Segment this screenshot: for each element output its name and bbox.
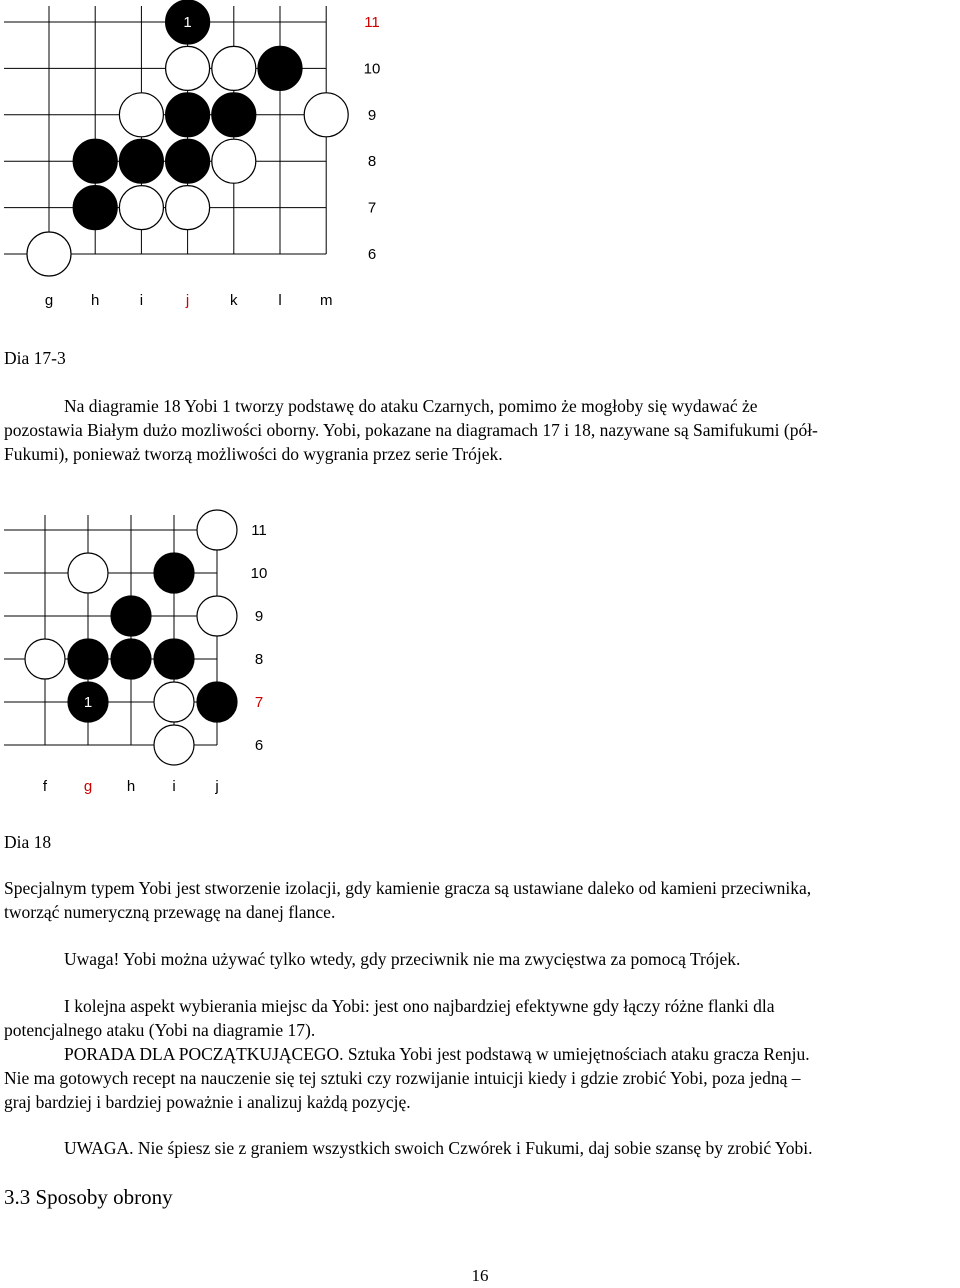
row-label: 7: [367, 199, 377, 217]
white-stone: [197, 510, 237, 550]
white-stone: [212, 46, 256, 90]
black-stone: [166, 93, 210, 137]
white-stone: [25, 639, 65, 679]
row-label: 11: [364, 14, 380, 31]
paragraph-warning: [4, 947, 954, 971]
diagram-caption: Dia 17-3: [4, 348, 66, 368]
column-label: j: [185, 292, 190, 309]
column-label: j: [215, 778, 219, 795]
white-stone: [166, 46, 210, 90]
row-label: 11: [251, 522, 267, 539]
black-stone: [154, 639, 194, 679]
paragraph-yobi-description: [4, 394, 954, 466]
white-stone: [154, 682, 194, 722]
black-stone: [73, 186, 117, 230]
column-label: h: [91, 292, 100, 309]
black-stone: [258, 46, 302, 90]
white-stone: [212, 139, 256, 183]
paragraph-line: PORADA DLA POCZĄTKUJĄCEGO. Sztuka Yobi jest podstawą w umiejętnościach ataku gracza Renju.: [64, 1044, 810, 1064]
black-stone: [212, 93, 256, 137]
go-diagram-18: [0, 505, 300, 805]
row-label: 6: [254, 737, 264, 754]
diagram-caption: Dia 18: [4, 832, 52, 852]
black-stone: [73, 139, 117, 183]
paragraph-line: Nie ma gotowych recept na nauczenie się tej sztuki czy rozwijanie intuicji kiedy i gdzie zrobić Yobi, poza jedną –: [4, 1068, 801, 1088]
row-label: 9: [254, 608, 264, 625]
column-label: i: [172, 778, 176, 795]
paragraph-line: Uwaga! Yobi można używać tylko wtedy, gdy przeciwnik nie ma zwycięstwa za pomocą Trójek.: [64, 949, 741, 969]
column-label: g: [44, 292, 54, 309]
section-heading: 3.3 Sposoby obrony: [4, 1185, 173, 1209]
white-stone: [119, 186, 163, 230]
black-stone: [68, 639, 108, 679]
paragraph-line: I kolejna aspekt wybierania miejsc da Yobi: jest ono najbardziej efektywne gdy łączy różne flanki dla: [64, 996, 775, 1016]
black-stone: [119, 139, 163, 183]
white-stone: [197, 596, 237, 636]
white-stone: [166, 186, 210, 230]
paragraph-line: Na diagramie 18 Yobi 1 tworzy podstawę do ataku Czarnych, pomimo że mogłoby się wydawać że: [64, 396, 758, 416]
black-stone: [197, 682, 237, 722]
black-stone: [166, 139, 210, 183]
column-label: g: [83, 778, 93, 795]
go-diagram-17-3: [0, 0, 400, 320]
white-stone: [68, 553, 108, 593]
paragraph-flanks: [4, 994, 954, 1042]
column-label: m: [319, 292, 333, 309]
black-stone: [154, 553, 194, 593]
black-stone: [111, 639, 151, 679]
white-stone: [304, 93, 348, 137]
paragraph-isolation: [4, 876, 954, 924]
paragraph-line: Specjalnym typem Yobi jest stworzenie izolacji, gdy kamienie gracza są ustawiane daleko od kamieni przeciwnika,: [4, 878, 812, 898]
paragraph-note: [4, 1136, 954, 1160]
white-stone: [154, 725, 194, 765]
row-label: 10: [250, 565, 268, 582]
black-stone: [111, 596, 151, 636]
page-number: 16: [471, 1266, 489, 1285]
column-label: f: [42, 778, 48, 795]
paragraph-line: tworząć numeryczną przewagę na danej flance.: [4, 902, 336, 922]
row-label: 8: [367, 153, 377, 171]
row-label: 8: [254, 651, 264, 668]
row-label: 9: [367, 106, 377, 124]
column-label: l: [278, 292, 282, 309]
stone-move-number: 1: [83, 694, 93, 711]
white-stone: [27, 232, 71, 276]
row-label: 6: [367, 246, 377, 263]
paragraph-line: pozostawia Białym dużo mozliwości oborny. Yobi, pokazane na diagramach 17 i 18, nazywane są Samifukumi (pół-: [4, 420, 818, 440]
row-label: 10: [363, 60, 381, 78]
paragraph-line: potencjalnego ataku (Yobi na diagramie 17).: [4, 1020, 316, 1040]
column-label: h: [126, 778, 136, 795]
paragraph-line: graj bardziej i bardziej poważnie i analizuj każdą pozycję.: [4, 1092, 411, 1112]
paragraph-line: UWAGA. Nie śpiesz sie z graniem wszystkich swoich Czwórek i Fukumi, daj sobie szansę by zrobić Yobi.: [64, 1138, 813, 1158]
column-label: i: [139, 292, 144, 309]
white-stone: [119, 93, 163, 137]
stone-move-number: 1: [183, 14, 192, 31]
column-label: k: [230, 292, 238, 309]
paragraph-line: Fukumi), ponieważ tworzą możliwości do wygrania przez serie Trójek.: [4, 444, 503, 464]
paragraph-beginner-tip: [4, 1042, 954, 1114]
row-label: 7: [254, 694, 264, 711]
